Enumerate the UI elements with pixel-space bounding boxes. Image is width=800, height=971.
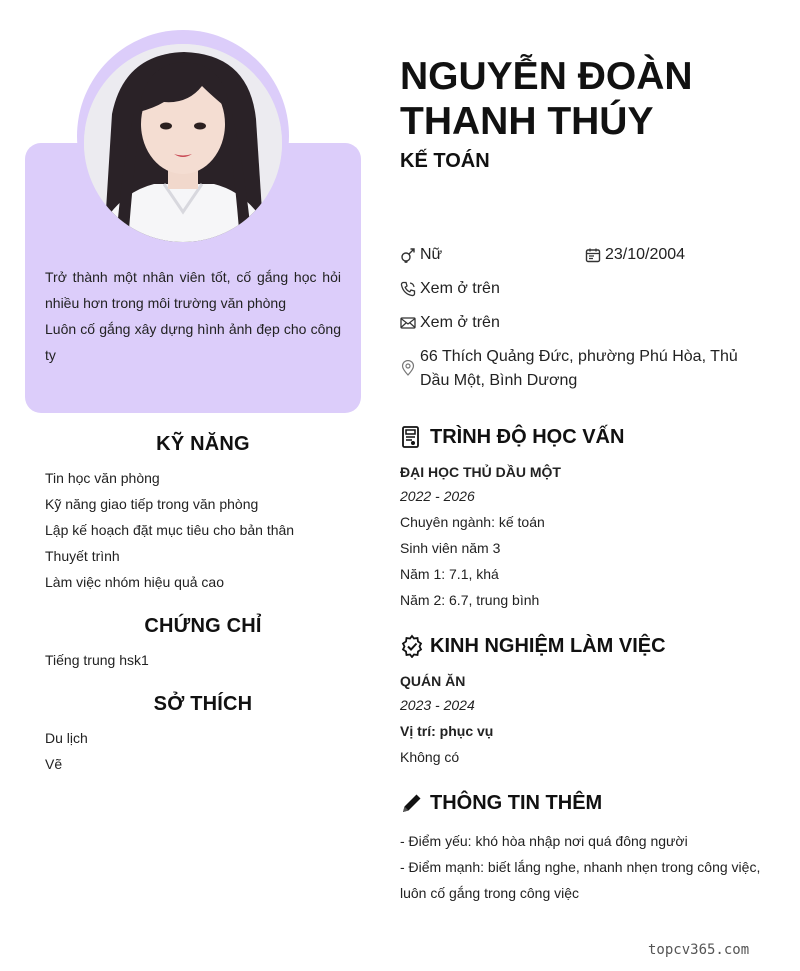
skill-item: Lập kế hoạch đặt mục tiêu cho bản thân xyxy=(45,522,295,538)
education-icon xyxy=(400,425,424,449)
experience-section-title xyxy=(400,634,666,658)
email-row xyxy=(400,311,500,335)
gender-icon xyxy=(400,247,416,263)
phone-row xyxy=(400,277,500,301)
phone-value: Xem ở trên xyxy=(420,280,500,297)
gender-row xyxy=(400,243,442,267)
name-line: THANH THÚY xyxy=(400,100,654,143)
additional-block xyxy=(400,828,762,906)
company-name: QUÁN ĂN xyxy=(400,673,466,689)
additional-section-title xyxy=(400,791,602,815)
education-detail: Năm 1: 7.1, khá xyxy=(400,566,499,582)
education-title: TRÌNH ĐỘ HỌC VẤN xyxy=(430,425,625,448)
footer-watermark: topcv365.com xyxy=(648,942,750,958)
email-icon xyxy=(400,315,416,331)
address-value: 66 Thích Quảng Đức, phường Phú Hòa, Thủ Dầu Một, Bình Dương xyxy=(420,348,738,389)
education-section-title xyxy=(400,425,624,449)
skill-item: Kỹ năng giao tiếp trong văn phòng xyxy=(45,496,259,512)
skill-item: Thuyết trình xyxy=(45,548,120,564)
education-detail: Chuyên ngành: kế toán xyxy=(400,514,545,530)
objective-line: Trở thành một nhân viên tốt, cố gắng học hỏi nhiều hơn trong môi trường văn phòng xyxy=(45,269,341,311)
certificates-title: CHỨNG CHỈ xyxy=(144,615,262,637)
skill-item: Tin học văn phòng xyxy=(45,470,160,486)
education-detail: Sinh viên năm 3 xyxy=(400,540,501,556)
additional-line: - Điểm mạnh: biết lắng nghe, nhanh nhẹn trong công việc, luôn cố gắng trong công việc xyxy=(400,859,761,901)
experience-period: 2023 - 2024 xyxy=(400,697,475,713)
hobbies-title: SỞ THÍCH xyxy=(153,693,253,715)
skill-item: Làm việc nhóm hiệu quả cao xyxy=(45,574,224,590)
candidate-name xyxy=(400,54,780,144)
hobby-item: Vẽ xyxy=(45,756,63,772)
education-block xyxy=(400,459,770,613)
objective-line: Luôn cố gắng xây dựng hình ảnh đẹp cho công ty xyxy=(45,321,341,363)
address-row xyxy=(400,345,740,393)
avatar xyxy=(84,44,282,242)
hobbies-list xyxy=(45,725,355,777)
avatar-photo xyxy=(84,44,282,242)
gender-value: Nữ xyxy=(420,246,443,263)
phone-icon xyxy=(400,281,416,297)
gear-check-icon xyxy=(400,634,424,658)
job-title: KẾ TOÁN xyxy=(400,150,490,172)
skills-list xyxy=(45,465,355,595)
education-period: 2022 - 2026 xyxy=(400,488,475,504)
certificate-item: Tiếng trung hsk1 xyxy=(45,652,149,668)
name-line: NGUYỄN ĐOÀN xyxy=(400,55,693,98)
pencil-icon xyxy=(400,791,424,815)
skills-title: KỸ NĂNG xyxy=(156,433,250,455)
education-detail: Năm 2: 6.7, trung bình xyxy=(400,592,540,608)
experience-position: Vị trí: phục vụ xyxy=(400,723,494,739)
experience-title: KINH NGHIỆM LÀM VIỆC xyxy=(430,634,666,657)
hobby-item: Du lịch xyxy=(45,730,88,746)
experience-description: Không có xyxy=(400,749,460,765)
email-value: Xem ở trên xyxy=(420,314,500,331)
additional-line: - Điểm yếu: khó hòa nhập nơi quá đông người xyxy=(400,833,688,849)
location-pin-icon xyxy=(400,360,416,376)
school-name: ĐẠI HỌC THỦ DẦU MỘT xyxy=(400,464,561,480)
calendar-icon xyxy=(585,247,601,263)
additional-title: THÔNG TIN THÊM xyxy=(430,791,603,814)
experience-block xyxy=(400,668,770,770)
career-objective xyxy=(45,264,341,368)
birthday-value: 23/10/2004 xyxy=(605,246,686,263)
birthday-row xyxy=(585,243,685,267)
certificates-list xyxy=(45,647,355,673)
